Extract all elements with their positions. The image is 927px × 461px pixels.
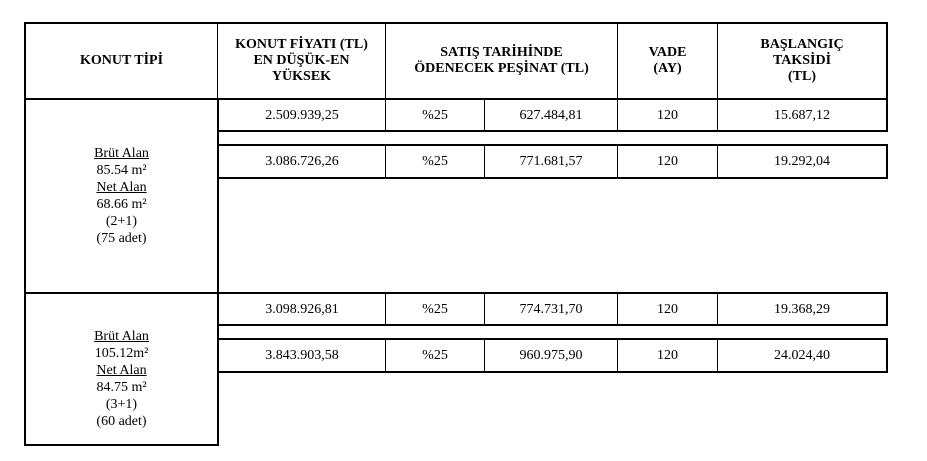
net-area-value: 84.75 m² [96, 380, 147, 395]
unit-count: (60 adet) [96, 414, 147, 429]
net-area-label: Net Alan [96, 180, 147, 195]
down-payment-cell: 627.484,81 [519, 107, 583, 123]
price-cell: 2.509.939,25 [265, 107, 339, 123]
down-payment-cell: 771.681,57 [519, 154, 583, 169]
term-cell: 120 [657, 348, 678, 363]
percent-cell: %25 [422, 107, 448, 123]
price-cell: 3.086.726,26 [265, 154, 339, 169]
room-count: (3+1) [105, 397, 138, 412]
net-area-label: Net Alan [96, 363, 147, 378]
percent-cell: %25 [422, 154, 448, 169]
gross-area-label: Brüt Alan [94, 329, 149, 344]
net-area-value: 68.66 m² [96, 197, 147, 212]
header-konut-fiyati: KONUT FİYATI (TL) EN DÜŞÜK-EN YÜKSEK [235, 37, 368, 84]
gross-area-value: 85.54 m² [96, 163, 147, 178]
installment-cell: 15.687,12 [774, 107, 830, 123]
percent-cell: %25 [422, 301, 448, 317]
installment-cell: 19.292,04 [774, 154, 830, 169]
percent-cell: %25 [422, 348, 448, 363]
price-cell: 3.098.926,81 [265, 301, 339, 317]
price-cell: 3.843.903,58 [265, 348, 339, 363]
konut-tipi-2-1 [26, 100, 217, 292]
term-cell: 120 [657, 154, 678, 169]
installment-cell: 24.024,40 [774, 348, 830, 363]
gross-area-label: Brüt Alan [94, 146, 149, 161]
term-cell: 120 [657, 107, 678, 123]
header-pesinat: SATIŞ TARİHİNDE ÖDENECEK PEŞİNAT (TL) [414, 45, 589, 76]
room-count: (2+1) [105, 214, 138, 229]
konut-tipi-3-1 [26, 294, 217, 444]
down-payment-cell: 960.975,90 [519, 348, 583, 363]
gross-area-value: 105.12m² [94, 346, 149, 361]
down-payment-cell: 774.731,70 [519, 301, 583, 317]
header-vade: VADE (AY) [648, 45, 687, 76]
installment-cell: 19.368,29 [774, 301, 830, 317]
unit-count: (75 adet) [96, 231, 147, 246]
header-baslangic-taksidi: BAŞLANGIÇ TAKSİDİ (TL) [760, 37, 844, 84]
header-konut-tipi: KONUT TİPİ [79, 53, 164, 68]
term-cell: 120 [657, 301, 678, 317]
